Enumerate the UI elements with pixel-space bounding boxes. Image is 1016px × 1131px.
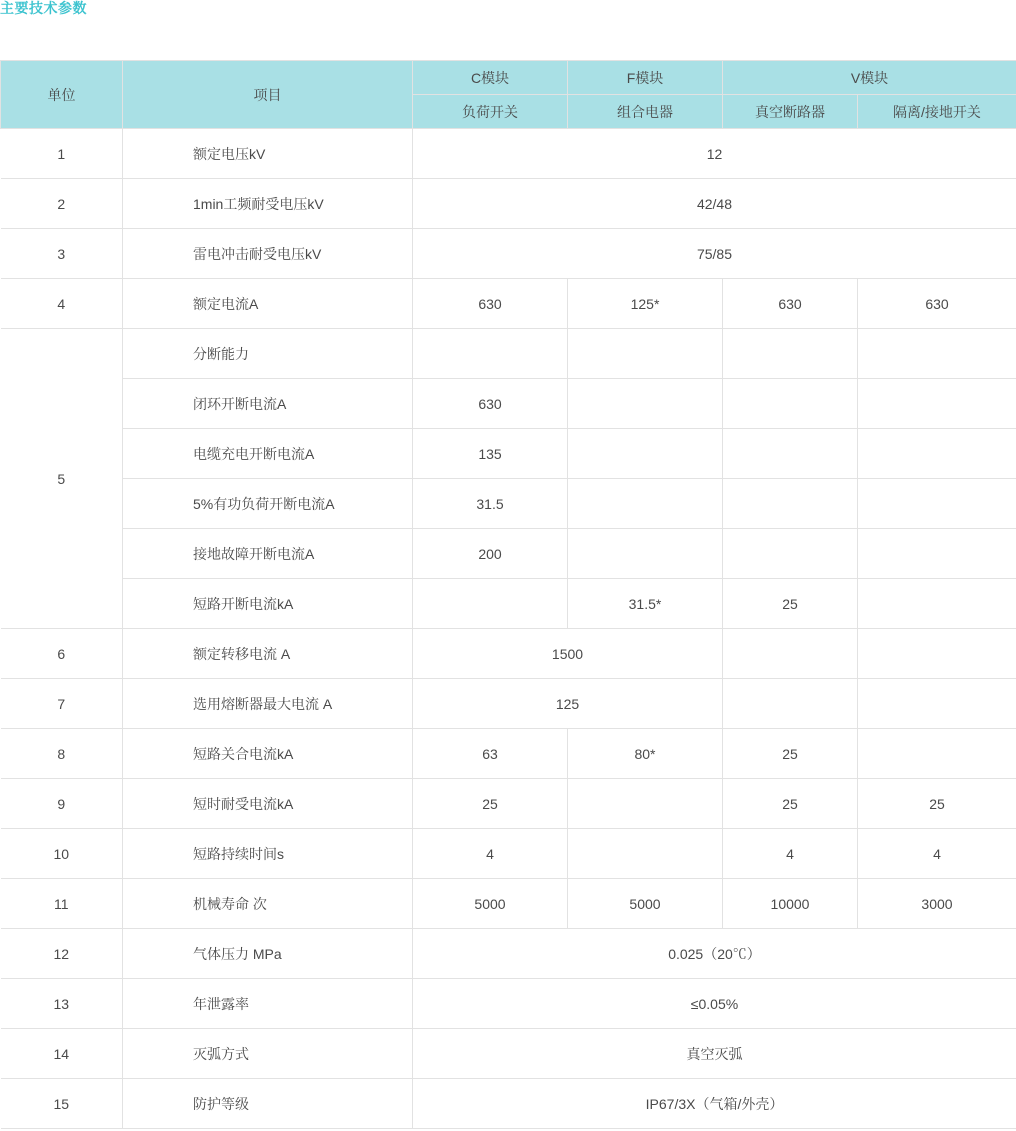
cell-unit: 15: [1, 1079, 123, 1129]
cell-unit: 13: [1, 979, 123, 1029]
cell-value-v1: [723, 329, 858, 379]
cell-value-v2: [858, 579, 1016, 629]
cell-value-c: [413, 579, 568, 629]
cell-value-span: 42/48: [413, 179, 1016, 229]
cell-value-f: 80*: [568, 729, 723, 779]
cell-item: 5%有功负荷开断电流A: [123, 479, 413, 529]
header-group-c: C模块: [413, 61, 568, 95]
cell-value-v2: [858, 529, 1016, 579]
cell-value-c: 31.5: [413, 479, 568, 529]
cell-item: 气体压力 MPa: [123, 929, 413, 979]
cell-unit: 11: [1, 879, 123, 929]
cell-value-span: IP67/3X（气箱/外壳）: [413, 1079, 1016, 1129]
table-row: [1, 829, 1016, 879]
cell-value-v2: [858, 379, 1016, 429]
cell-value-c: 63: [413, 729, 568, 779]
cell-value-v1: 10000: [723, 879, 858, 929]
cell-unit: 8: [1, 729, 123, 779]
table-row: [1, 879, 1016, 929]
table-row: [1, 1079, 1016, 1129]
table-row: [1, 479, 1016, 529]
cell-value-span: 12: [413, 129, 1016, 179]
cell-value-v2: [858, 729, 1016, 779]
cell-unit: 4: [1, 279, 123, 329]
cell-unit: 5: [1, 329, 123, 629]
cell-value-span: 真空灭弧: [413, 1029, 1016, 1079]
cell-value-c: 25: [413, 779, 568, 829]
header-item: 项目: [123, 61, 413, 129]
cell-value-v2: 4: [858, 829, 1016, 879]
cell-value-v1: [723, 429, 858, 479]
table-row: [1, 629, 1016, 679]
cell-value-v2: 25: [858, 779, 1016, 829]
cell-value-f: 5000: [568, 879, 723, 929]
table-row: [1, 429, 1016, 479]
technical-parameters-table: [0, 60, 1016, 1129]
cell-value-span: 0.025（20℃）: [413, 929, 1016, 979]
cell-value-f: [568, 379, 723, 429]
header-unit: 单位: [1, 61, 123, 129]
cell-item: 额定转移电流 A: [123, 629, 413, 679]
cell-value-c: 135: [413, 429, 568, 479]
table-row: [1, 929, 1016, 979]
cell-value-f: 125*: [568, 279, 723, 329]
table-row: [1, 179, 1016, 229]
header-group-f: F模块: [568, 61, 723, 95]
header-sub-combined: 组合电器: [568, 95, 723, 129]
cell-value-c: 200: [413, 529, 568, 579]
table-row: [1, 729, 1016, 779]
cell-value-v2: [858, 679, 1016, 729]
cell-value-f: [568, 779, 723, 829]
cell-value-cf: 125: [413, 679, 723, 729]
cell-unit: 6: [1, 629, 123, 679]
cell-item: 短路关合电流kA: [123, 729, 413, 779]
cell-item: 防护等级: [123, 1079, 413, 1129]
table-row: [1, 679, 1016, 729]
table-row: [1, 579, 1016, 629]
cell-item: 分断能力: [123, 329, 413, 379]
cell-value-f: [568, 829, 723, 879]
cell-value-v1: [723, 529, 858, 579]
cell-value-v1: 25: [723, 779, 858, 829]
table-row: [1, 129, 1016, 179]
cell-item: 短路开断电流kA: [123, 579, 413, 629]
cell-value-c: 630: [413, 279, 568, 329]
cell-unit: 1: [1, 129, 123, 179]
cell-unit: 3: [1, 229, 123, 279]
cell-value-span: ≤0.05%: [413, 979, 1016, 1029]
cell-value-v1: [723, 479, 858, 529]
cell-value-v2: [858, 629, 1016, 679]
cell-value-f: [568, 479, 723, 529]
cell-value-v1: [723, 379, 858, 429]
table-row: [1, 229, 1016, 279]
cell-value-v1: 25: [723, 579, 858, 629]
cell-value-f: [568, 329, 723, 379]
table-row: [1, 379, 1016, 429]
cell-item: 1min工频耐受电压kV: [123, 179, 413, 229]
cell-value-v2: [858, 429, 1016, 479]
cell-value-cf: 1500: [413, 629, 723, 679]
table-row: [1, 279, 1016, 329]
cell-unit: 14: [1, 1029, 123, 1079]
cell-item: 年泄露率: [123, 979, 413, 1029]
cell-value-v1: 25: [723, 729, 858, 779]
cell-item: 机械寿命 次: [123, 879, 413, 929]
cell-value-v2: 3000: [858, 879, 1016, 929]
cell-item: 闭环开断电流A: [123, 379, 413, 429]
cell-item: 短时耐受电流kA: [123, 779, 413, 829]
cell-unit: 12: [1, 929, 123, 979]
header-sub-load-switch: 负荷开关: [413, 95, 568, 129]
cell-item: 选用熔断器最大电流 A: [123, 679, 413, 729]
table-body: [1, 129, 1016, 1129]
table-row: [1, 329, 1016, 379]
page-title: 主要技术参数: [0, 0, 87, 16]
cell-value-v1: [723, 629, 858, 679]
cell-unit: 7: [1, 679, 123, 729]
cell-value-v1: [723, 679, 858, 729]
cell-value-f: [568, 429, 723, 479]
cell-value-v2: [858, 329, 1016, 379]
cell-item: 短路持续时间s: [123, 829, 413, 879]
cell-value-c: 630: [413, 379, 568, 429]
table-row: [1, 1029, 1016, 1079]
cell-value-span: 75/85: [413, 229, 1016, 279]
cell-value-c: 5000: [413, 879, 568, 929]
table-row: [1, 979, 1016, 1029]
cell-item: 额定电压kV: [123, 129, 413, 179]
cell-value-f: [568, 529, 723, 579]
cell-value-c: [413, 329, 568, 379]
cell-unit: 10: [1, 829, 123, 879]
table-header: [1, 61, 1016, 129]
cell-item: 电缆充电开断电流A: [123, 429, 413, 479]
cell-unit: 9: [1, 779, 123, 829]
table-row: [1, 529, 1016, 579]
cell-value-c: 4: [413, 829, 568, 879]
cell-item: 雷电冲击耐受电压kV: [123, 229, 413, 279]
table-row: [1, 779, 1016, 829]
header-sub-vacuum-breaker: 真空断路器: [723, 95, 858, 129]
header-group-v: V模块: [723, 61, 1016, 95]
cell-item: 接地故障开断电流A: [123, 529, 413, 579]
cell-value-v1: 4: [723, 829, 858, 879]
cell-value-v1: 630: [723, 279, 858, 329]
cell-item: 额定电流A: [123, 279, 413, 329]
cell-value-f: 31.5*: [568, 579, 723, 629]
header-sub-isolation: 隔离/接地开关: [858, 95, 1016, 129]
cell-value-v2: [858, 479, 1016, 529]
cell-value-v2: 630: [858, 279, 1016, 329]
cell-unit: 2: [1, 179, 123, 229]
cell-item: 灭弧方式: [123, 1029, 413, 1079]
